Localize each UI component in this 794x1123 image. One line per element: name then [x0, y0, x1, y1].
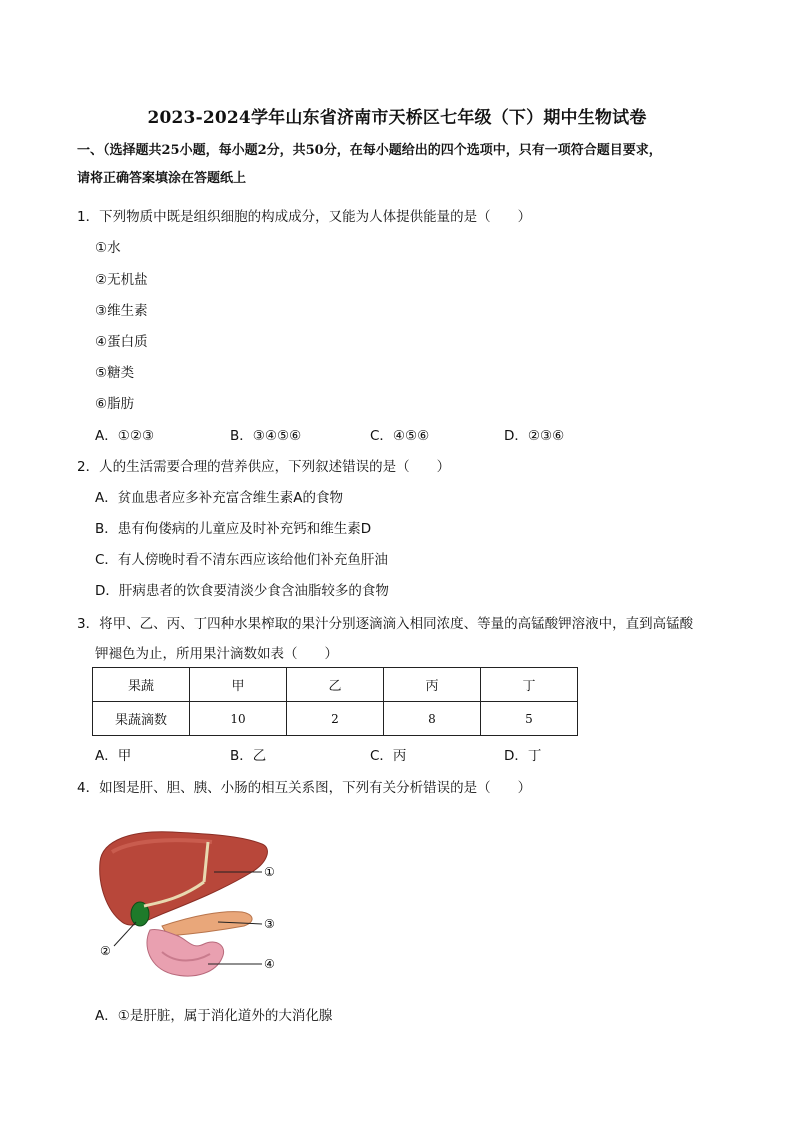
table-row: [93, 702, 578, 736]
question-1-item: ⑤糖类: [95, 365, 135, 381]
table-header-cell: 丙: [384, 668, 481, 702]
question-3-stem-line1: 3．将甲、乙、丙、丁四种水果榨取的果汁分别逐滴滴入相同浓度、等量的高锰酸钾溶液中，直到高锰酸: [77, 616, 694, 632]
choice-b[interactable]: B．③④⑤⑥: [230, 428, 302, 444]
question-3-choices: [95, 744, 541, 764]
label-3: ③: [264, 917, 275, 931]
question-1-item: ①水: [95, 240, 121, 256]
label-2: ②: [100, 944, 111, 958]
choice-d[interactable]: D．丁: [504, 748, 542, 764]
choice-d[interactable]: D．②③⑥: [504, 428, 565, 444]
leader-line-2: [114, 922, 136, 946]
section-instructions-line2: 请将正确答案填涂在答题纸上: [77, 171, 247, 186]
question-1-item: ③维生素: [95, 303, 148, 319]
question-1-item: ②无机盐: [95, 272, 148, 288]
digestive-organs-diagram: [92, 822, 292, 992]
exam-title: 2023-2024学年山东省济南市天桥区七年级（下）期中生物试卷: [147, 108, 647, 128]
question-4-option-a[interactable]: A．①是肝脏，属于消化道外的大消化腺: [95, 1008, 333, 1024]
table-cell: 5: [481, 702, 578, 736]
pancreas-shape: [162, 912, 252, 936]
table-header-cell: 丁: [481, 668, 578, 702]
choice-c[interactable]: C．丙: [370, 748, 407, 764]
table-cell: 2: [287, 702, 384, 736]
small-intestine-shape: [147, 929, 224, 976]
section-instructions-line1: 一、（选择题共25小题，每小题2分，共50分，在每小题给出的四个选项中，只有一项符合题目要求，: [77, 143, 662, 158]
question-1-item: ④蛋白质: [95, 334, 148, 350]
choice-c[interactable]: C．④⑤⑥: [370, 428, 430, 444]
label-4: ④: [264, 957, 275, 971]
table-header-cell: 甲: [190, 668, 287, 702]
question-2-stem: 2．人的生活需要合理的营养供应，下列叙述错误的是（ ）: [77, 459, 451, 475]
fruit-drops-table: [92, 667, 578, 736]
table-cell: 8: [384, 702, 481, 736]
question-1-stem: 1．下列物质中既是组织细胞的构成成分，又能为人体提供能量的是（ ）: [77, 209, 532, 225]
question-2-option-c[interactable]: C．有人傍晚时看不清东西应该给他们补充鱼肝油: [95, 552, 388, 568]
table-header-row: [93, 668, 578, 702]
question-4-stem: 4．如图是肝、胆、胰、小肠的相互关系图，下列有关分析错误的是（ ）: [77, 780, 532, 796]
question-1-item: ⑥脂肪: [95, 396, 135, 412]
choice-a[interactable]: A．①②③: [95, 428, 155, 444]
section-instructions: [77, 137, 717, 193]
choice-b[interactable]: B．乙: [230, 748, 267, 764]
question-1-choices: [95, 424, 564, 444]
question-2-option-b[interactable]: B．患有佝偻病的儿童应及时补充钙和维生素D: [95, 521, 372, 537]
choice-a[interactable]: A．甲: [95, 748, 132, 764]
question-3-stem-line2: 钾褪色为止，所用果汁滴数如表（ ）: [95, 646, 338, 662]
question-2-option-d[interactable]: D．肝病患者的饮食要清淡少食含油脂较多的食物: [95, 583, 389, 599]
table-header-cell: 果蔬: [93, 668, 190, 702]
question-2-option-a[interactable]: A．贫血患者应多补充富含维生素A的食物: [95, 490, 343, 506]
table-header-cell: 乙: [287, 668, 384, 702]
table-cell: 果蔬滴数: [93, 702, 190, 736]
label-1: ①: [264, 865, 275, 879]
table-cell: 10: [190, 702, 287, 736]
